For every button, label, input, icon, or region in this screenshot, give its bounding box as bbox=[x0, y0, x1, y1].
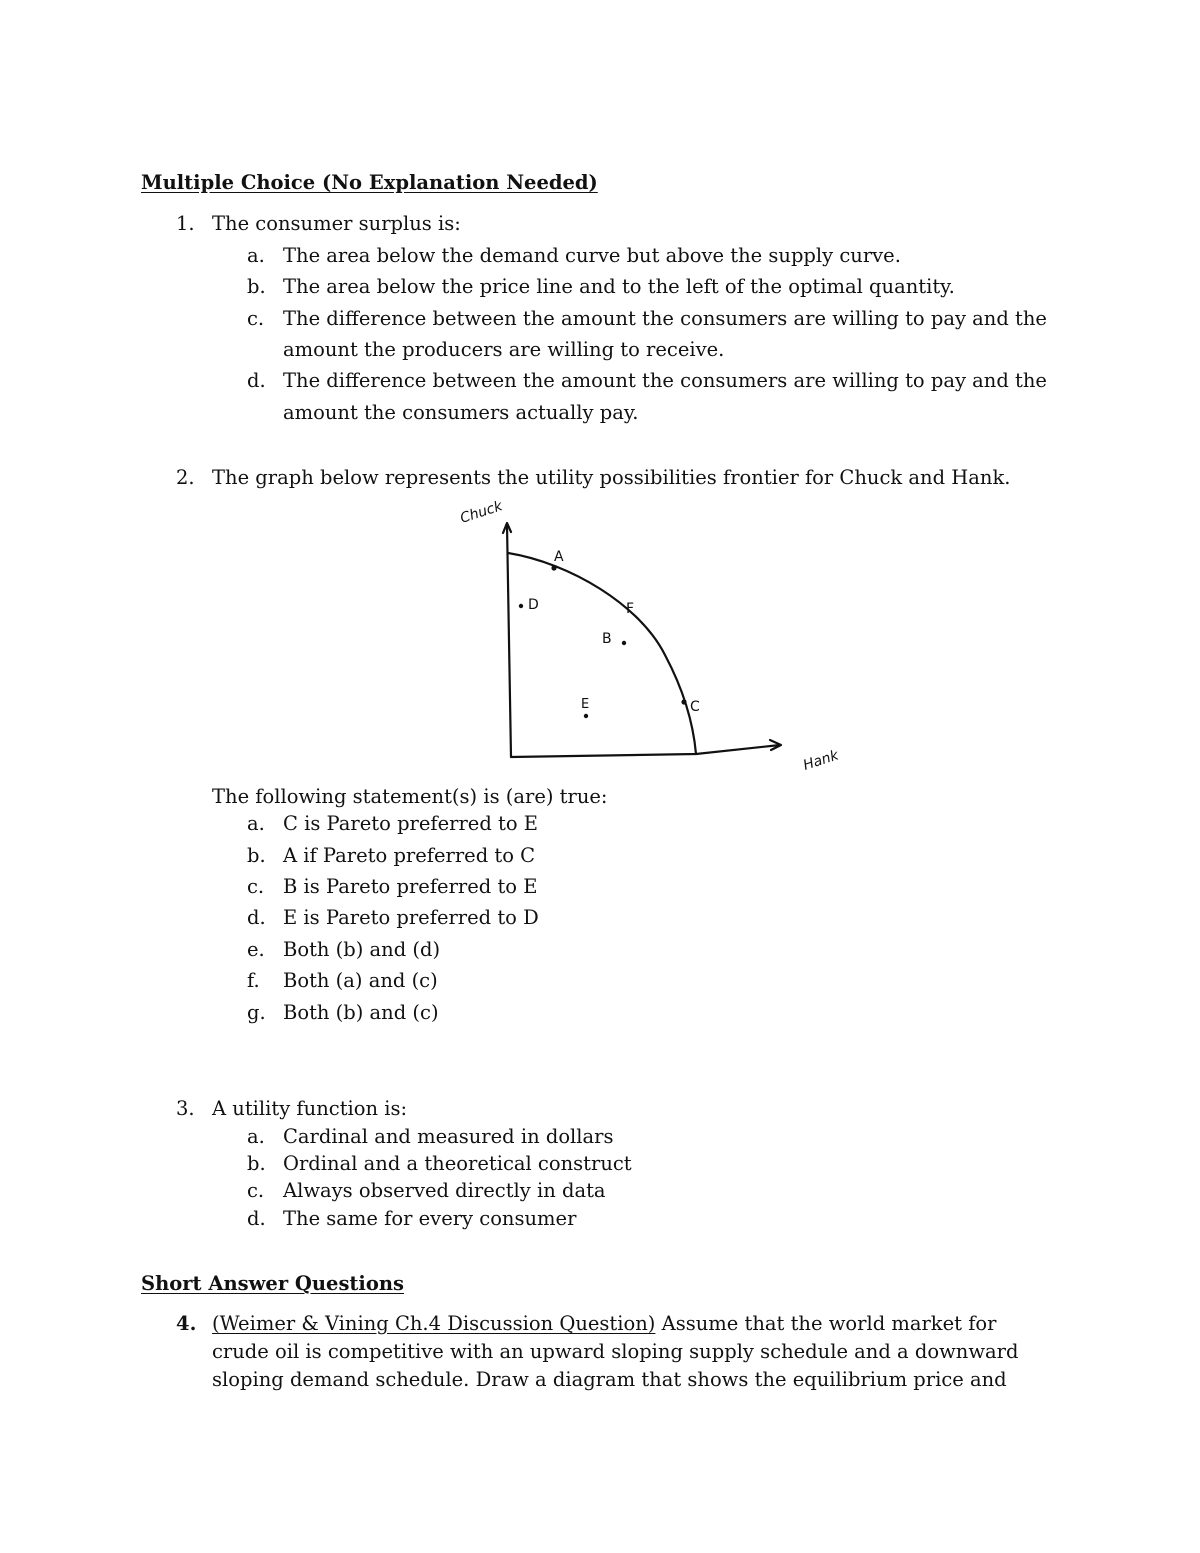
question-3-stem: A utility function is: bbox=[212, 1097, 408, 1120]
q1-option-a-text: The area below the demand curve but above the supply curve. bbox=[283, 244, 901, 267]
frontier-curve bbox=[508, 553, 696, 754]
q1-option-d-letter: d. bbox=[247, 369, 266, 392]
q3-option-c-letter: c. bbox=[247, 1179, 265, 1202]
q2-option-c-letter: c. bbox=[247, 875, 265, 898]
q2-option-d-text: E is Pareto preferred to D bbox=[283, 906, 539, 929]
q2-option-e-text: Both (b) and (d) bbox=[283, 938, 441, 961]
question-4-number: 4. bbox=[176, 1312, 197, 1335]
point-C-marker bbox=[681, 699, 686, 704]
question-4-line3: sloping demand schedule. Draw a diagram that shows the equilibrium price and bbox=[212, 1368, 1007, 1391]
q1-option-d-text-line2: amount the consumers actually pay. bbox=[283, 401, 639, 424]
y-axis-line bbox=[507, 525, 511, 757]
x-axis-line bbox=[511, 745, 780, 757]
q3-option-d-letter: d. bbox=[247, 1207, 266, 1230]
point-F-label: F bbox=[626, 601, 635, 617]
q1-option-c-text-line2: amount the producers are willing to receive. bbox=[283, 338, 725, 361]
q2-option-b-letter: b. bbox=[247, 844, 266, 867]
q2-option-e-letter: e. bbox=[247, 938, 265, 961]
point-A-label: A bbox=[554, 549, 564, 565]
question-2-stem: The graph below represents the utility possibilities frontier for Chuck and Hank. bbox=[212, 466, 1011, 489]
q2-option-a-letter: a. bbox=[247, 812, 265, 835]
q1-option-d-text-line1: The difference between the amount the consumers are willing to pay and the bbox=[283, 369, 1047, 392]
q1-option-c-text-line1: The difference between the amount the consumers are willing to pay and the bbox=[283, 307, 1047, 330]
question-4-source: (Weimer & Vining Ch.4 Discussion Question) bbox=[212, 1312, 656, 1335]
section-heading-short-answer: Short Answer Questions bbox=[141, 1272, 405, 1295]
point-B-marker bbox=[622, 641, 626, 645]
question-4-line1 bbox=[212, 1312, 996, 1336]
q3-option-c-text: Always observed directly in data bbox=[283, 1179, 606, 1202]
q2-option-a-text: C is Pareto preferred to E bbox=[283, 812, 539, 835]
q2-option-g-text: Both (b) and (c) bbox=[283, 1001, 439, 1024]
point-E-label: E bbox=[581, 697, 590, 712]
q2-option-d-letter: d. bbox=[247, 906, 266, 929]
question-4-line1-text: Assume that the world market for bbox=[661, 1312, 997, 1335]
q2-option-f-text: Both (a) and (c) bbox=[283, 969, 438, 992]
q1-option-b-text: The area below the price line and to the left of the optimal quantity. bbox=[283, 275, 955, 298]
q1-option-b-letter: b. bbox=[247, 275, 266, 298]
question-1-stem: The consumer surplus is: bbox=[212, 212, 461, 235]
point-B-label: B bbox=[602, 631, 612, 647]
point-A-marker bbox=[551, 565, 556, 570]
q3-option-d-text: The same for every consumer bbox=[283, 1207, 577, 1230]
y-axis-label: Chuck bbox=[458, 498, 505, 527]
q2-option-g-letter: g. bbox=[247, 1001, 266, 1024]
q3-option-a-text: Cardinal and measured in dollars bbox=[283, 1125, 614, 1148]
q2-option-c-text: B is Pareto preferred to E bbox=[283, 875, 538, 898]
point-D-marker bbox=[519, 604, 523, 608]
q3-option-b-letter: b. bbox=[247, 1152, 266, 1175]
question-1-number: 1. bbox=[176, 212, 195, 235]
question-3-number: 3. bbox=[176, 1097, 195, 1120]
question-2-lead: The following statement(s) is (are) true: bbox=[212, 785, 608, 808]
point-C-label: C bbox=[690, 699, 700, 715]
x-axis-label: Hank bbox=[801, 747, 841, 774]
q3-option-a-letter: a. bbox=[247, 1125, 265, 1148]
question-4-line2: crude oil is competitive with an upward sloping supply schedule and a downward bbox=[212, 1340, 1019, 1363]
q2-option-f-letter: f. bbox=[247, 969, 260, 992]
utility-possibilities-frontier-figure bbox=[440, 495, 841, 785]
section-heading-multiple-choice: Multiple Choice (No Explanation Needed) bbox=[141, 171, 598, 194]
question-2-number: 2. bbox=[176, 466, 195, 489]
q1-option-c-letter: c. bbox=[247, 307, 265, 330]
q1-option-a-letter: a. bbox=[247, 244, 265, 267]
point-D-label: D bbox=[528, 597, 539, 613]
q2-option-b-text: A if Pareto preferred to C bbox=[283, 844, 536, 867]
q3-option-b-text: Ordinal and a theoretical construct bbox=[283, 1152, 632, 1175]
point-E-marker bbox=[584, 714, 588, 718]
